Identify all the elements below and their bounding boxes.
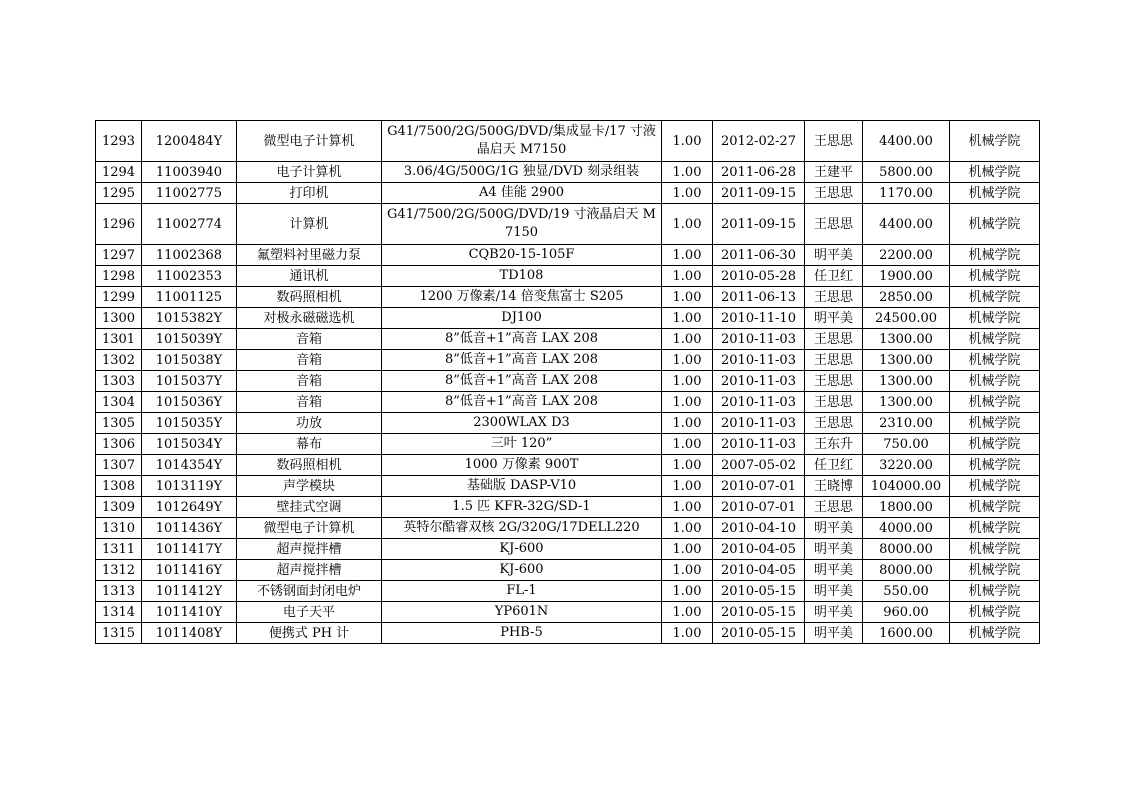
table-row xyxy=(96,245,1040,266)
cell-custodian: 王思思 xyxy=(805,287,863,308)
cell-custodian: 王建平 xyxy=(805,162,863,183)
cell-asset-name: 音箱 xyxy=(237,329,382,350)
cell-date: 2010-04-05 xyxy=(713,539,805,560)
cell-date: 2007-05-02 xyxy=(713,455,805,476)
cell-date: 2011-06-30 xyxy=(713,245,805,266)
cell-custodian: 明平美 xyxy=(805,581,863,602)
cell-spec-model: 8”低音+1”高音 LAX 208 xyxy=(382,392,662,413)
table-row xyxy=(96,183,1040,204)
cell-quantity: 1.00 xyxy=(662,162,713,183)
cell-custodian: 王思思 xyxy=(805,121,863,162)
cell-asset-name: 微型电子计算机 xyxy=(237,121,382,162)
cell-asset-name: 功放 xyxy=(237,413,382,434)
asset-table xyxy=(95,120,1040,644)
cell-price: 960.00 xyxy=(863,602,950,623)
cell-custodian: 明平美 xyxy=(805,602,863,623)
cell-seq: 1311 xyxy=(96,539,142,560)
cell-asset-name: 电子计算机 xyxy=(237,162,382,183)
cell-quantity: 1.00 xyxy=(662,121,713,162)
cell-department: 机械学院 xyxy=(950,497,1040,518)
table-row xyxy=(96,434,1040,455)
cell-asset-name: 打印机 xyxy=(237,183,382,204)
cell-custodian: 王思思 xyxy=(805,413,863,434)
cell-seq: 1303 xyxy=(96,371,142,392)
cell-seq: 1301 xyxy=(96,329,142,350)
cell-seq: 1315 xyxy=(96,623,142,644)
cell-custodian: 明平美 xyxy=(805,560,863,581)
cell-custodian: 任卫红 xyxy=(805,266,863,287)
cell-department: 机械学院 xyxy=(950,121,1040,162)
cell-department: 机械学院 xyxy=(950,308,1040,329)
cell-asset-code: 1015039Y xyxy=(142,329,237,350)
table-row xyxy=(96,392,1040,413)
table-row xyxy=(96,413,1040,434)
cell-quantity: 1.00 xyxy=(662,518,713,539)
cell-asset-code: 1015034Y xyxy=(142,434,237,455)
cell-asset-name: 幕布 xyxy=(237,434,382,455)
cell-date: 2010-07-01 xyxy=(713,497,805,518)
cell-asset-name: 数码照相机 xyxy=(237,455,382,476)
cell-date: 2010-05-15 xyxy=(713,602,805,623)
cell-asset-code: 1015036Y xyxy=(142,392,237,413)
cell-custodian: 明平美 xyxy=(805,308,863,329)
cell-price: 1600.00 xyxy=(863,623,950,644)
cell-seq: 1298 xyxy=(96,266,142,287)
table-row xyxy=(96,350,1040,371)
cell-spec-model: A4 佳能 2900 xyxy=(382,183,662,204)
table-row xyxy=(96,476,1040,497)
table-row xyxy=(96,371,1040,392)
cell-price: 1300.00 xyxy=(863,371,950,392)
cell-spec-model: G41/7500/2G/500G/DVD/集成显卡/17 寸液晶启天 M7150 xyxy=(382,121,662,162)
cell-department: 机械学院 xyxy=(950,539,1040,560)
cell-asset-code: 1011416Y xyxy=(142,560,237,581)
cell-quantity: 1.00 xyxy=(662,392,713,413)
cell-quantity: 1.00 xyxy=(662,560,713,581)
cell-seq: 1295 xyxy=(96,183,142,204)
cell-quantity: 1.00 xyxy=(662,581,713,602)
cell-date: 2011-09-15 xyxy=(713,183,805,204)
cell-asset-name: 音箱 xyxy=(237,371,382,392)
cell-seq: 1299 xyxy=(96,287,142,308)
cell-seq: 1302 xyxy=(96,350,142,371)
cell-date: 2011-06-13 xyxy=(713,287,805,308)
cell-asset-code: 11002774 xyxy=(142,204,237,245)
table-row xyxy=(96,518,1040,539)
table-row xyxy=(96,329,1040,350)
cell-date: 2010-05-28 xyxy=(713,266,805,287)
cell-date: 2010-11-03 xyxy=(713,434,805,455)
cell-price: 1800.00 xyxy=(863,497,950,518)
cell-spec-model: TD108 xyxy=(382,266,662,287)
cell-custodian: 王思思 xyxy=(805,350,863,371)
cell-department: 机械学院 xyxy=(950,455,1040,476)
cell-asset-name: 便携式 PH 计 xyxy=(237,623,382,644)
cell-seq: 1312 xyxy=(96,560,142,581)
cell-price: 750.00 xyxy=(863,434,950,455)
table-row xyxy=(96,162,1040,183)
cell-custodian: 明平美 xyxy=(805,518,863,539)
table-row xyxy=(96,455,1040,476)
cell-seq: 1294 xyxy=(96,162,142,183)
cell-custodian: 明平美 xyxy=(805,245,863,266)
cell-spec-model: 8”低音+1”高音 LAX 208 xyxy=(382,350,662,371)
cell-quantity: 1.00 xyxy=(662,413,713,434)
cell-asset-code: 1200484Y xyxy=(142,121,237,162)
cell-asset-code: 1014354Y xyxy=(142,455,237,476)
cell-department: 机械学院 xyxy=(950,183,1040,204)
cell-spec-model: KJ-600 xyxy=(382,560,662,581)
table-row xyxy=(96,581,1040,602)
cell-spec-model: 1.5 匹 KFR-32G/SD-1 xyxy=(382,497,662,518)
cell-spec-model: 8”低音+1”高音 LAX 208 xyxy=(382,371,662,392)
cell-price: 1900.00 xyxy=(863,266,950,287)
cell-asset-name: 音箱 xyxy=(237,350,382,371)
cell-quantity: 1.00 xyxy=(662,350,713,371)
cell-custodian: 王晓博 xyxy=(805,476,863,497)
cell-asset-code: 11001125 xyxy=(142,287,237,308)
cell-price: 1300.00 xyxy=(863,392,950,413)
cell-asset-code: 1015382Y xyxy=(142,308,237,329)
cell-spec-model: CQB20-15-105F xyxy=(382,245,662,266)
cell-spec-model: KJ-600 xyxy=(382,539,662,560)
cell-department: 机械学院 xyxy=(950,245,1040,266)
cell-asset-name: 壁挂式空调 xyxy=(237,497,382,518)
cell-department: 机械学院 xyxy=(950,518,1040,539)
cell-price: 2850.00 xyxy=(863,287,950,308)
cell-asset-name: 对极永磁磁选机 xyxy=(237,308,382,329)
cell-date: 2012-02-27 xyxy=(713,121,805,162)
cell-asset-code: 1011417Y xyxy=(142,539,237,560)
cell-spec-model: 2300WLAX D3 xyxy=(382,413,662,434)
table-row xyxy=(96,497,1040,518)
cell-custodian: 王思思 xyxy=(805,497,863,518)
cell-price: 4400.00 xyxy=(863,204,950,245)
cell-price: 1300.00 xyxy=(863,350,950,371)
cell-quantity: 1.00 xyxy=(662,329,713,350)
cell-spec-model: YP601N xyxy=(382,602,662,623)
cell-asset-name: 音箱 xyxy=(237,392,382,413)
cell-quantity: 1.00 xyxy=(662,183,713,204)
cell-quantity: 1.00 xyxy=(662,287,713,308)
table-row xyxy=(96,204,1040,245)
cell-asset-code: 1011436Y xyxy=(142,518,237,539)
cell-seq: 1309 xyxy=(96,497,142,518)
cell-quantity: 1.00 xyxy=(662,623,713,644)
cell-quantity: 1.00 xyxy=(662,476,713,497)
cell-department: 机械学院 xyxy=(950,162,1040,183)
cell-department: 机械学院 xyxy=(950,329,1040,350)
cell-asset-name: 通讯机 xyxy=(237,266,382,287)
cell-quantity: 1.00 xyxy=(662,539,713,560)
cell-price: 1300.00 xyxy=(863,329,950,350)
cell-date: 2010-04-05 xyxy=(713,560,805,581)
cell-price: 2310.00 xyxy=(863,413,950,434)
cell-spec-model: DJ100 xyxy=(382,308,662,329)
cell-spec-model: 8”低音+1”高音 LAX 208 xyxy=(382,329,662,350)
cell-asset-name: 电子天平 xyxy=(237,602,382,623)
asset-table-body xyxy=(96,121,1040,644)
cell-price: 8000.00 xyxy=(863,560,950,581)
cell-asset-name: 微型电子计算机 xyxy=(237,518,382,539)
cell-asset-name: 声学模块 xyxy=(237,476,382,497)
cell-price: 1170.00 xyxy=(863,183,950,204)
cell-price: 5800.00 xyxy=(863,162,950,183)
cell-custodian: 王思思 xyxy=(805,371,863,392)
cell-quantity: 1.00 xyxy=(662,602,713,623)
cell-asset-code: 1015035Y xyxy=(142,413,237,434)
cell-price: 550.00 xyxy=(863,581,950,602)
cell-price: 8000.00 xyxy=(863,539,950,560)
cell-spec-model: G41/7500/2G/500G/DVD/19 寸液晶启天 M7150 xyxy=(382,204,662,245)
cell-department: 机械学院 xyxy=(950,392,1040,413)
cell-asset-name: 氟塑料衬里磁力泵 xyxy=(237,245,382,266)
cell-asset-code: 1011408Y xyxy=(142,623,237,644)
cell-spec-model: FL-1 xyxy=(382,581,662,602)
cell-asset-code: 1015038Y xyxy=(142,350,237,371)
cell-department: 机械学院 xyxy=(950,434,1040,455)
cell-date: 2010-11-03 xyxy=(713,350,805,371)
cell-spec-model: 英特尔酷睿双核 2G/320G/17DELL220 xyxy=(382,518,662,539)
cell-quantity: 1.00 xyxy=(662,434,713,455)
cell-asset-code: 1013119Y xyxy=(142,476,237,497)
cell-date: 2010-11-03 xyxy=(713,392,805,413)
cell-asset-code: 11002353 xyxy=(142,266,237,287)
cell-custodian: 明平美 xyxy=(805,623,863,644)
cell-seq: 1310 xyxy=(96,518,142,539)
cell-department: 机械学院 xyxy=(950,476,1040,497)
table-row xyxy=(96,308,1040,329)
cell-asset-name: 超声搅拌槽 xyxy=(237,560,382,581)
table-row xyxy=(96,287,1040,308)
cell-seq: 1300 xyxy=(96,308,142,329)
cell-date: 2010-04-10 xyxy=(713,518,805,539)
cell-quantity: 1.00 xyxy=(662,455,713,476)
cell-quantity: 1.00 xyxy=(662,245,713,266)
table-row xyxy=(96,623,1040,644)
cell-quantity: 1.00 xyxy=(662,266,713,287)
cell-custodian: 王思思 xyxy=(805,183,863,204)
table-row xyxy=(96,560,1040,581)
cell-quantity: 1.00 xyxy=(662,497,713,518)
cell-price: 2200.00 xyxy=(863,245,950,266)
cell-department: 机械学院 xyxy=(950,371,1040,392)
cell-seq: 1296 xyxy=(96,204,142,245)
cell-custodian: 王思思 xyxy=(805,392,863,413)
cell-seq: 1297 xyxy=(96,245,142,266)
cell-spec-model: 3.06/4G/500G/1G 独显/DVD 刻录组装 xyxy=(382,162,662,183)
cell-asset-name: 数码照相机 xyxy=(237,287,382,308)
cell-seq: 1293 xyxy=(96,121,142,162)
cell-seq: 1307 xyxy=(96,455,142,476)
cell-custodian: 任卫红 xyxy=(805,455,863,476)
cell-department: 机械学院 xyxy=(950,204,1040,245)
table-row xyxy=(96,266,1040,287)
cell-asset-code: 1011410Y xyxy=(142,602,237,623)
cell-spec-model: 基础版 DASP-V10 xyxy=(382,476,662,497)
cell-seq: 1305 xyxy=(96,413,142,434)
cell-spec-model: 三叶 120” xyxy=(382,434,662,455)
cell-quantity: 1.00 xyxy=(662,308,713,329)
cell-department: 机械学院 xyxy=(950,266,1040,287)
cell-custodian: 明平美 xyxy=(805,539,863,560)
table-row xyxy=(96,602,1040,623)
cell-seq: 1304 xyxy=(96,392,142,413)
cell-date: 2010-07-01 xyxy=(713,476,805,497)
cell-department: 机械学院 xyxy=(950,623,1040,644)
table-row xyxy=(96,539,1040,560)
cell-department: 机械学院 xyxy=(950,287,1040,308)
cell-date: 2010-11-03 xyxy=(713,371,805,392)
cell-price: 104000.00 xyxy=(863,476,950,497)
cell-asset-name: 不锈钢面封闭电炉 xyxy=(237,581,382,602)
cell-asset-code: 11002775 xyxy=(142,183,237,204)
cell-custodian: 王思思 xyxy=(805,329,863,350)
cell-asset-code: 11002368 xyxy=(142,245,237,266)
table-row xyxy=(96,121,1040,162)
cell-spec-model: PHB-5 xyxy=(382,623,662,644)
cell-date: 2011-09-15 xyxy=(713,204,805,245)
cell-asset-code: 1011412Y xyxy=(142,581,237,602)
cell-department: 机械学院 xyxy=(950,581,1040,602)
cell-custodian: 王东升 xyxy=(805,434,863,455)
cell-price: 4000.00 xyxy=(863,518,950,539)
cell-date: 2010-11-03 xyxy=(713,413,805,434)
cell-seq: 1308 xyxy=(96,476,142,497)
cell-spec-model: 1000 万像素 900T xyxy=(382,455,662,476)
cell-department: 机械学院 xyxy=(950,413,1040,434)
cell-department: 机械学院 xyxy=(950,560,1040,581)
cell-asset-name: 超声搅拌槽 xyxy=(237,539,382,560)
cell-price: 24500.00 xyxy=(863,308,950,329)
cell-asset-code: 11003940 xyxy=(142,162,237,183)
cell-quantity: 1.00 xyxy=(662,204,713,245)
cell-asset-code: 1015037Y xyxy=(142,371,237,392)
cell-custodian: 王思思 xyxy=(805,204,863,245)
cell-seq: 1313 xyxy=(96,581,142,602)
cell-price: 4400.00 xyxy=(863,121,950,162)
cell-date: 2010-11-03 xyxy=(713,329,805,350)
cell-quantity: 1.00 xyxy=(662,371,713,392)
cell-price: 3220.00 xyxy=(863,455,950,476)
cell-asset-code: 1012649Y xyxy=(142,497,237,518)
cell-spec-model: 1200 万像素/14 倍变焦富士 S205 xyxy=(382,287,662,308)
cell-seq: 1314 xyxy=(96,602,142,623)
cell-date: 2010-05-15 xyxy=(713,581,805,602)
cell-date: 2010-05-15 xyxy=(713,623,805,644)
cell-date: 2010-11-10 xyxy=(713,308,805,329)
cell-department: 机械学院 xyxy=(950,350,1040,371)
cell-date: 2011-06-28 xyxy=(713,162,805,183)
cell-department: 机械学院 xyxy=(950,602,1040,623)
cell-asset-name: 计算机 xyxy=(237,204,382,245)
cell-seq: 1306 xyxy=(96,434,142,455)
